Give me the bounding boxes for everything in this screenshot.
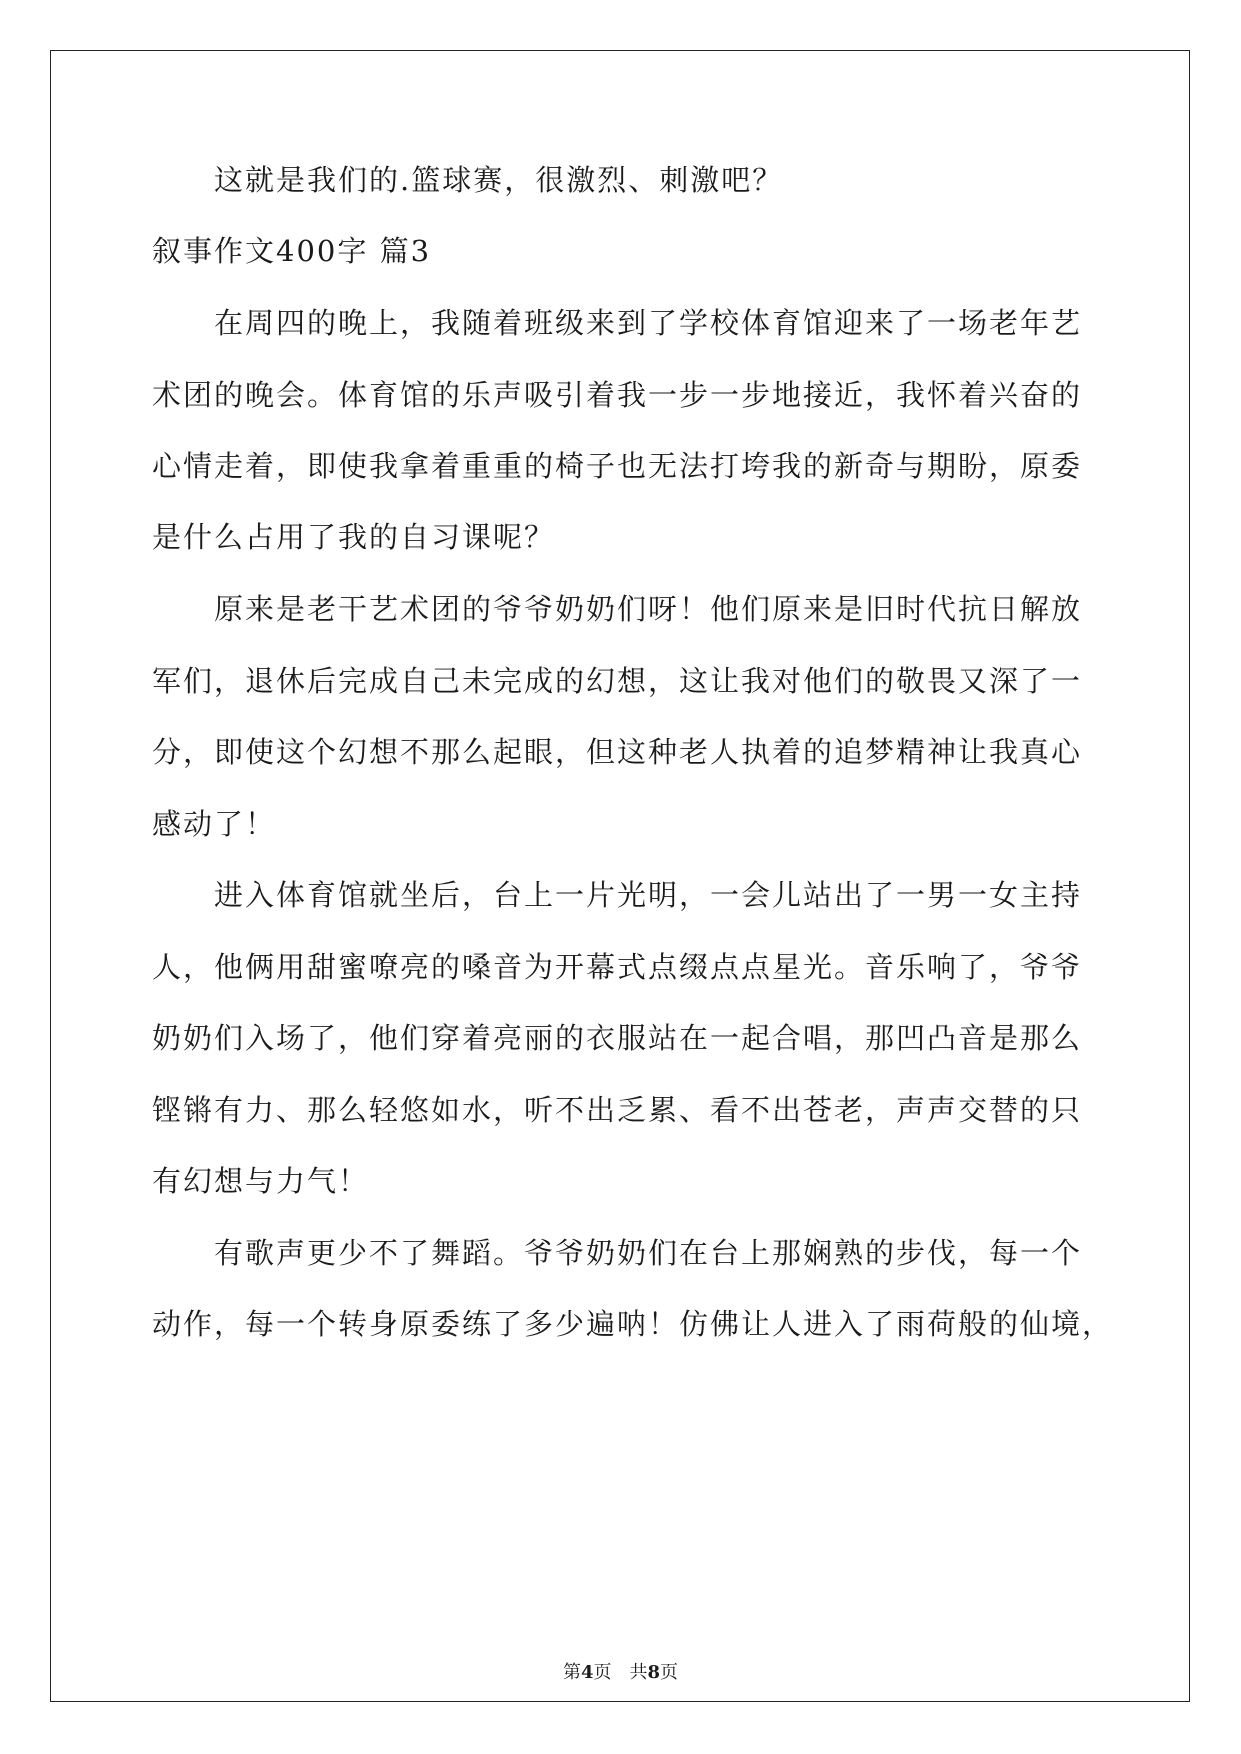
text-line: 感动了！ [152, 807, 277, 841]
total-pages-number: 8 [647, 1662, 661, 1683]
text-line: 原来是老干艺术团的爷爷奶奶们呀！他们原来是旧时代抗日解放 [214, 592, 1083, 626]
text-line: 人，他俩用甜蜜嘹亮的嗓音为开幕式点缀点点星光。音乐响了，爷爷 [152, 950, 1083, 984]
text-line: 分，即使这个幻想不那么起眼，但这种老人执着的追梦精神让我真心 [152, 735, 1083, 769]
text-line: 军们，退休后完成自己未完成的幻想，这让我对他们的敬畏又深了一 [152, 664, 1083, 698]
text-line: 有幻想与力气！ [152, 1164, 370, 1198]
text-line: 有歌声更少不了舞蹈。爷爷奶奶们在台上那娴熟的步伐，每一个 [214, 1236, 1083, 1270]
text-line: 进入体育馆就坐后，台上一片光明，一会儿站出了一男一女主持 [214, 878, 1083, 912]
text-line: 奶奶们入场了，他们穿着亮丽的衣服站在一起合唱，那凹凸音是那么 [152, 1021, 1083, 1055]
text-line: 在周四的晚上，我随着班级来到了学校体育馆迎来了一场老年艺 [214, 306, 1083, 340]
text-line: 这就是我们的.篮球赛，很激烈、刺激吧？ [214, 163, 784, 197]
text-line: 是什么占用了我的自习课呢？ [152, 520, 556, 554]
text-line: 铿锵有力、那么轻悠如水，听不出乏累、看不出苍老，声声交替的只 [152, 1093, 1083, 1127]
page-footer [0, 1658, 1241, 1684]
section-heading: 叙事作文400字 篇3 [152, 234, 432, 268]
text-line: 动作，每一个转身原委练了多少遍呐！仿佛让人进入了雨荷般的仙境， [152, 1307, 1114, 1341]
footer-prefix: 第 [562, 1662, 581, 1683]
footer-suffix: 页 [660, 1662, 679, 1683]
text-line: 心情走着，即使我拿着重重的椅子也无法打垮我的新奇与期盼，原委 [152, 449, 1083, 483]
footer-middle: 页 共 [593, 1662, 648, 1683]
current-page-number: 4 [580, 1662, 594, 1683]
text-line: 术团的晚会。体育馆的乐声吸引着我一步一步地接近，我怀着兴奋的 [152, 378, 1083, 412]
